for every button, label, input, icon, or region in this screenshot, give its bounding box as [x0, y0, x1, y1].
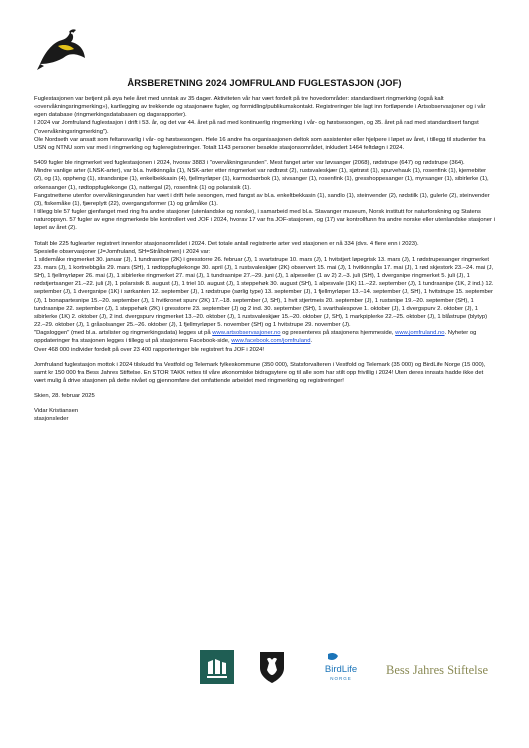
- signature-name: Vidar Kristiansen: [34, 408, 79, 415]
- bess-jahres-wordmark: Bess Jahres Stiftelse: [386, 663, 489, 677]
- link-artsobservasjoner[interactable]: www.artsobservasjoner.no: [212, 330, 281, 337]
- report-body: [34, 95, 496, 424]
- birdlife-wordmark: BirdLife: [324, 664, 358, 675]
- links-text-b: og presenteres på stasjonens hjemmeside,: [282, 330, 394, 337]
- paragraph-special-observations: 1 sildemåke ringmerket 30. januar (J), 1 tundrasnipe (2K) i gresstorre 26. februar (J), 1 svartstrupe 10. mars (J), 1 hvitstjert løpegrisk 13. mars (J), 1 rødstrupesanger ringmerket 23. mars (J), 1 kortnebbgås 29. mars (SH), 1 rødtoppfuglekonge 30. april (J), 1 rustsvaleskjær (2K) observert 15. mai (J), 1 hvitkinngås 17. mai (J), 1 rød skjestork 23.–24. mai (J, SH), 1 fjellmyrløper 26. mai (J), 1 sibirlerke ringmerket 27. mai (J), 1 tundrasnipe 27.–29. juni (J), 1 alpeseiler (1 av 2) 2.–3. juli (SH), 1 dvergsnipe ringmerket 5. juli (J), 1 rødstjertsanger 21.–22. juli (J), 1 polarsisik 8. august (J), 1 triel 10. august (J), 1 steppehøk 30. august (SH), 1 alpesvale (1K) 11.–22. september (J), 1 tundrasnipe (1K, 2 ind.) 12. september (J), 1 dvergsnipe (1K) i sørkanten 12. september (J), 1 rødstrupe (sørlig type) 13. september (J), 1 fjellmyrløper 13.–14. september (J, SH), 1 hvitstrupe 15. september (J), 1 bonapartesnipe 15.–20. september (J), 1 hvitkronet spurv (2K) 17.–18. september (J, SH), 1 hvit stjertmeis 20. september (J), 1 rustsnipe 19.–20. september (SH), 1 tundrasnipe 22. september (J), 1 steppehøk (2K) i gresstorre 23. september (J) og 2 ind. 30. september (SH), 1 svarthalespove 1. oktober (J), 1 dvergspurv 2. oktober (J), 1 sibirlerke (1K) 2. oktober (J), 2 ind. dvergspurv ringmerket 13.–20. oktober (J), 1 rustsvaleskjær 15.–20. oktober (J, SH), 1 markpiplerke 22.–25. oktober (J), 1 blåstrupe (blytyp) 22.–29. oktober (J), 1 gråsolsanger 25.–26. oktober (J), 1 fjellmyrløper 5. november (SH) og 1 hvitstrupe 29. november (J).: [34, 256, 494, 329]
- birdlife-subtitle: NORGE: [330, 676, 352, 681]
- links-text-a: "Dagsloggen" (med bl.a. artslister og ringmerkingsdata) legges ut på: [34, 330, 211, 337]
- birdlife-logo: [322, 650, 360, 684]
- links-text-c: . Nyheter og oppdateringer fra stasjonen legges i tillegg ut på stasjonens Facebook-side,: [34, 330, 477, 345]
- paragraph-intro: Fuglestasjonen var betjent på øya hele året med unntak av 35 dager. Aktiviteten vår har vært fordelt på tre hovedområder: standardisert ringmerking (også kalt «overvåkningsringmerking»), kartlegging av trekkende og stasjonære fugler, og formidling/publikumskontakt. Registreringer ble lagt inn fortløpende i Artsobservasjoner og i vår egen database (ringmerkingsdatabasen og dagsrapporter).: [34, 96, 486, 119]
- date-line: Skien, 28. februar 2025: [34, 393, 95, 400]
- link-facebook[interactable]: www.facebook.com/jomfruland: [231, 338, 311, 345]
- county-logo: [200, 650, 234, 684]
- paragraph-extra-nets: Fangstnettene utenfor overvåkningsrunden har vært i drift hele sesongen, med fangst av bl.a. enkeltbekkasin (1), sandlo (1), steinvender (2), rødstilk (1), gulerle (2), steinvender (3), fiskemåke (1), fjæreplytt (22), overgangsformer (1) og gråmåke (1).: [34, 192, 490, 207]
- coat-of-arms-logo: [258, 650, 286, 684]
- report-title: ÅRSBERETNING 2024 JOMFRULAND FUGLESTASJON (JOF): [127, 78, 402, 88]
- paragraph-species-count: Totalt ble 225 fuglearter registrert innenfor stasjonsområdet i 2024. Det totale antall registrerte arter ved stasjonen er nå 334 (dvs. 4 flere enn i 2023).: [34, 240, 419, 247]
- link-jomfruland[interactable]: www.jomfruland.no: [395, 330, 445, 337]
- bess-jahres-logo: [384, 650, 504, 684]
- paragraph-ringing-totals: 5409 fugler ble ringmerket ved fuglestasjonen i 2024, hvorav 3883 i "overvåkningsrunden". Mest fanget arter var løvsanger (2068), rødstrupe (647) og rødstrupe (364).: [34, 160, 465, 167]
- paragraph-history: I 2024 var Jomfruland fuglestasjon i drift i 53. år, og det var 44. året på rad med kontinuerlig ringmerking i vår- og høstsesongen, og 35. året på rad med standardisert fangst ("overvåkningsringmerking").: [34, 120, 479, 135]
- paragraph-rare-species: Mindre vanlige arter (LNSK-arter), var bl.a. hvitkinngås (1), NSK-arter etter ringmerket var rødtrøst (2), rustsvaleskjær (1), sjøtrøst (1), spurvehauk (1), rosenfink (1), kjernebiter (2), og (1), oppheng (1), strandsnipe (1), enkelbekkasin (4), fjellmyrløper (1), karmodsørbok (1), sivsanger (1), rosenfink (1), gresshoppesanger (1), myrsanger (1), sibirlerke (1), orkensanger (1), rødtoppfuglekonge (1), nattergal (2), rosenfink (1) og polarsisik (1).: [34, 168, 489, 191]
- jomfruland-bird-logo: [36, 22, 86, 72]
- links-text-d: .: [310, 338, 313, 345]
- paragraph-links: [34, 329, 496, 345]
- paragraph-special-heading: Spesielle observasjoner (J=Jomfruland, SH=Stråholmen) i 2024 var:: [34, 248, 211, 255]
- sponsor-logos: [0, 650, 529, 692]
- paragraph-observation-totals: Over 468 000 individer fordelt på over 23 400 rapporteringer ble registrert fra JOF i 2024!: [34, 346, 264, 353]
- paragraph-staff: Ole Nordseth var ansatt som feltansvarlig i vår- og høstsesongen. Hele 16 andre fra organisasjonen deltok som assistenter eller hjelpere i løpet av året, i tillegg til studenter fra USN og NTNU som var med i ringmerking og fugleregistreringer. Totalt 1143 personer besøkte stasjonsområdet, inkludert 1464 feltdøgn i 2024.: [34, 136, 486, 151]
- paragraph-recoveries: I tillegg ble 57 fugler gjenfanget med ring fra andre stasjoner (utenlandske og norske), i samarbeid med bl.a. Stavanger museum, Norsk institutt for naturforskning og Statens naturoppsyn. 57 fugler av egne ringmerkede ble kontrollert ved JOF i 2024, hvorav 17 var fra JOF-stasjonen, og (17) var kontrollfunn fra andre norske eller utenlandske stasjoner i løpet av året (2).: [34, 209, 495, 232]
- signature-role: stasjonsleder: [34, 416, 69, 423]
- paragraph-funding: Jomfruland fuglestasjon mottok i 2024 tilskudd fra Vestfold og Telemark fylkeskommune (350 000), Statsforvalteren i Vestfold og Telemark (35 000) og BirdLife Norge (15 000), samt kr 150 000 fra Bess Jahres Stiftelse. En STOR TAKK rettes til våre økonomiske bidragsytere og til alle som har stilt opp frivillig i 2024! Uten deres innsats hadde ikke det vært mulig å drive stasjonen på dette nivået og gjennomføre det omfattende arbeidet med ringmerking og registreringer!: [34, 361, 486, 384]
